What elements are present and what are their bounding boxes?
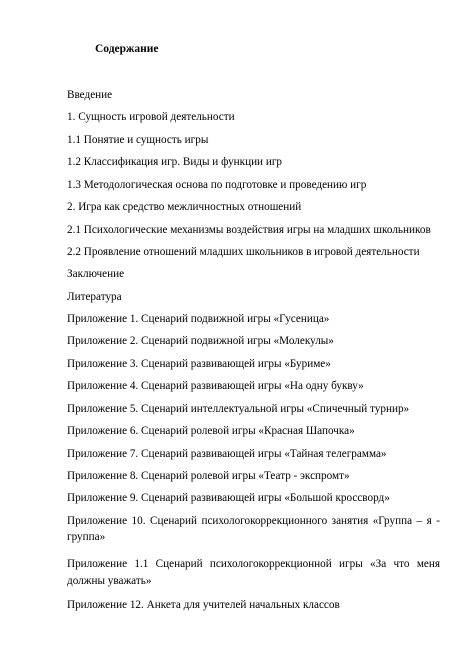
toc-item-appendix-4: Приложение 4. Сценарий развивающей игры «На одну букву» xyxy=(67,380,364,392)
toc-item-appendix-10-line2: группа» xyxy=(67,531,106,543)
toc-item-appendix-9: Приложение 9. Сценарий развивающей игры «Большой кроссворд» xyxy=(67,492,390,504)
toc-item-1-2: 1.2 Классификация игр. Виды и функции игр xyxy=(67,156,283,168)
toc-item-2: 2. Игра как средство межличностных отношений xyxy=(67,201,302,213)
toc-item-appendix-12: Приложение 12. Анкета для учителей начальных классов xyxy=(67,599,340,611)
toc-item-appendix-5: Приложение 5. Сценарий интеллектуальной игры «Спичечный турнир» xyxy=(67,403,410,415)
toc-item-appendix-6: Приложение 6. Сценарий ролевой игры «Красная Шапочка» xyxy=(67,425,355,437)
toc-item-2-2: 2.2 Проявление отношений младших школьников в игровой деятельности xyxy=(67,246,420,258)
toc-item-appendix-7: Приложение 7. Сценарий развивающей игры «Тайная телеграмма» xyxy=(67,448,387,460)
toc-item-appendix-2: Приложение 2. Сценарий подвижной игры «Молекулы» xyxy=(67,335,334,347)
toc-item-introduction: Введение xyxy=(67,89,113,101)
toc-item-appendix-11-line2: должны уважать» xyxy=(67,575,152,587)
toc-title: Содержание xyxy=(95,43,159,55)
toc-item-2-1: 2.1 Психологические механизмы воздействия игры на младших школьников xyxy=(67,224,431,236)
toc-item-appendix-10-line1: Приложение 10. Сценарий психологокоррекционного занятия «Группа – я - xyxy=(67,515,440,527)
toc-item-literature: Литература xyxy=(67,291,122,303)
toc-item-appendix-1: Приложение 1. Сценарий подвижной игры «Гусеница» xyxy=(67,313,330,325)
toc-item-1-3: 1.3 Методологическая основа по подготовке и проведению игр xyxy=(67,179,367,191)
toc-item-appendix-11-line1: Приложение 1.1 Сценарий психологокоррекционной игры «За что меня xyxy=(67,558,440,570)
toc-item-appendix-8: Приложение 8. Сценарий ролевой игры «Театр - экспромт» xyxy=(67,470,350,482)
toc-item-conclusion: Заключение xyxy=(67,268,125,280)
toc-item-1-1: 1.1 Понятие и сущность игры xyxy=(67,134,209,146)
toc-item-appendix-3: Приложение 3. Сценарий развивающей игры «Буриме» xyxy=(67,358,331,370)
toc-item-1: 1. Сущность игровой деятельности xyxy=(67,111,235,123)
